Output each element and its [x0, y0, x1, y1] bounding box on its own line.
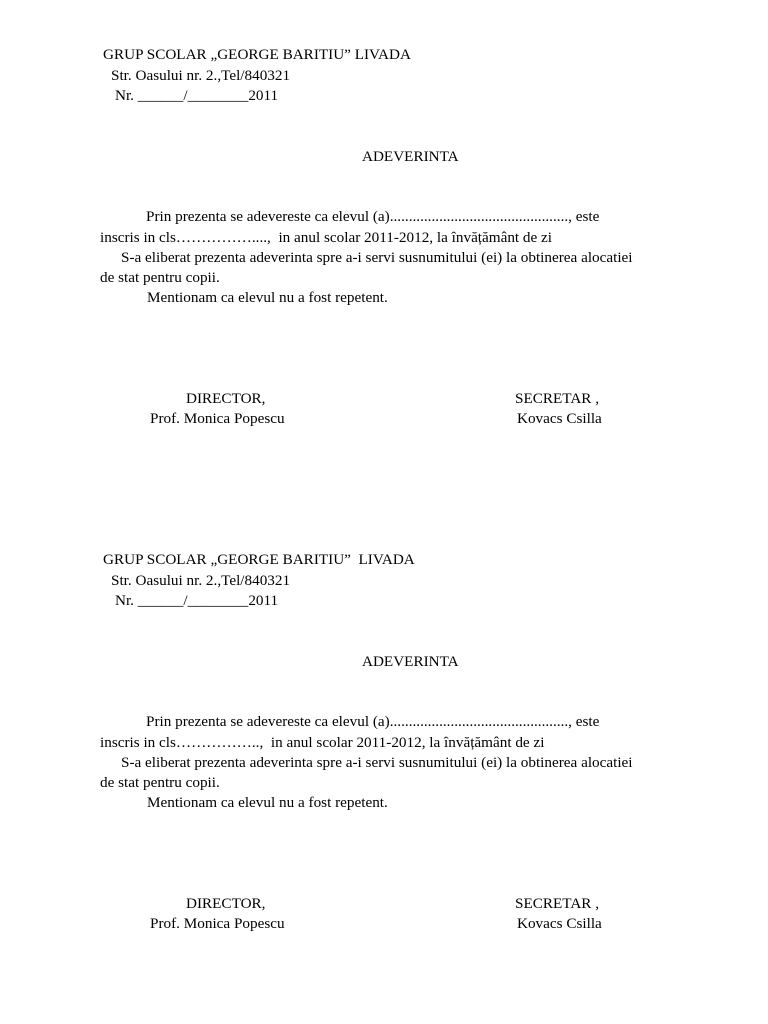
certificate-2 — [0, 505, 768, 1010]
body-line-2: inscris in cls……………...., in anul scolar 2011-2012, la învățământ de zi — [100, 229, 553, 246]
director-name: Prof. Monica Popescu — [150, 410, 285, 427]
document-title: ADEVERINTA — [362, 148, 459, 165]
director-title: DIRECTOR, — [186, 895, 266, 912]
registration-number: Nr. ______/________2011 — [115, 592, 279, 609]
school-name: GRUP SCOLAR „GEORGE BARITIU” LIVADA — [103, 551, 415, 568]
secretary-title: SECRETAR , — [515, 390, 600, 407]
secretary-name: Kovacs Csilla — [517, 410, 602, 427]
secretary-name: Kovacs Csilla — [517, 915, 602, 932]
body-line-1: Prin prezenta se adevereste ca elevul (a)..............................................., este — [146, 208, 600, 225]
school-address: Str. Oasului nr. 2.,Tel/840321 — [111, 67, 291, 84]
school-address: Str. Oasului nr. 2.,Tel/840321 — [111, 572, 291, 589]
director-name: Prof. Monica Popescu — [150, 915, 285, 932]
body-line-5: Mentionam ca elevul nu a fost repetent. — [147, 289, 388, 306]
body-line-4: de stat pentru copii. — [100, 774, 220, 791]
body-line-5: Mentionam ca elevul nu a fost repetent. — [147, 794, 388, 811]
body-line-1: Prin prezenta se adevereste ca elevul (a)..............................................., este — [146, 713, 600, 730]
body-line-2: inscris in cls…………….., in anul scolar 2011-2012, la învățământ de zi — [100, 734, 545, 751]
document-title: ADEVERINTA — [362, 653, 459, 670]
school-name: GRUP SCOLAR „GEORGE BARITIU” LIVADA — [103, 46, 411, 63]
body-line-3: S-a eliberat prezenta adeverinta spre a-i servi susnumitului (ei) la obtinerea alocatiei — [121, 249, 633, 266]
body-line-4: de stat pentru copii. — [100, 269, 220, 286]
secretary-title: SECRETAR , — [515, 895, 600, 912]
certificate-1 — [0, 0, 768, 505]
registration-number: Nr. ______/________2011 — [115, 87, 279, 104]
body-line-3: S-a eliberat prezenta adeverinta spre a-i servi susnumitului (ei) la obtinerea alocatiei — [121, 754, 633, 771]
director-title: DIRECTOR, — [186, 390, 266, 407]
